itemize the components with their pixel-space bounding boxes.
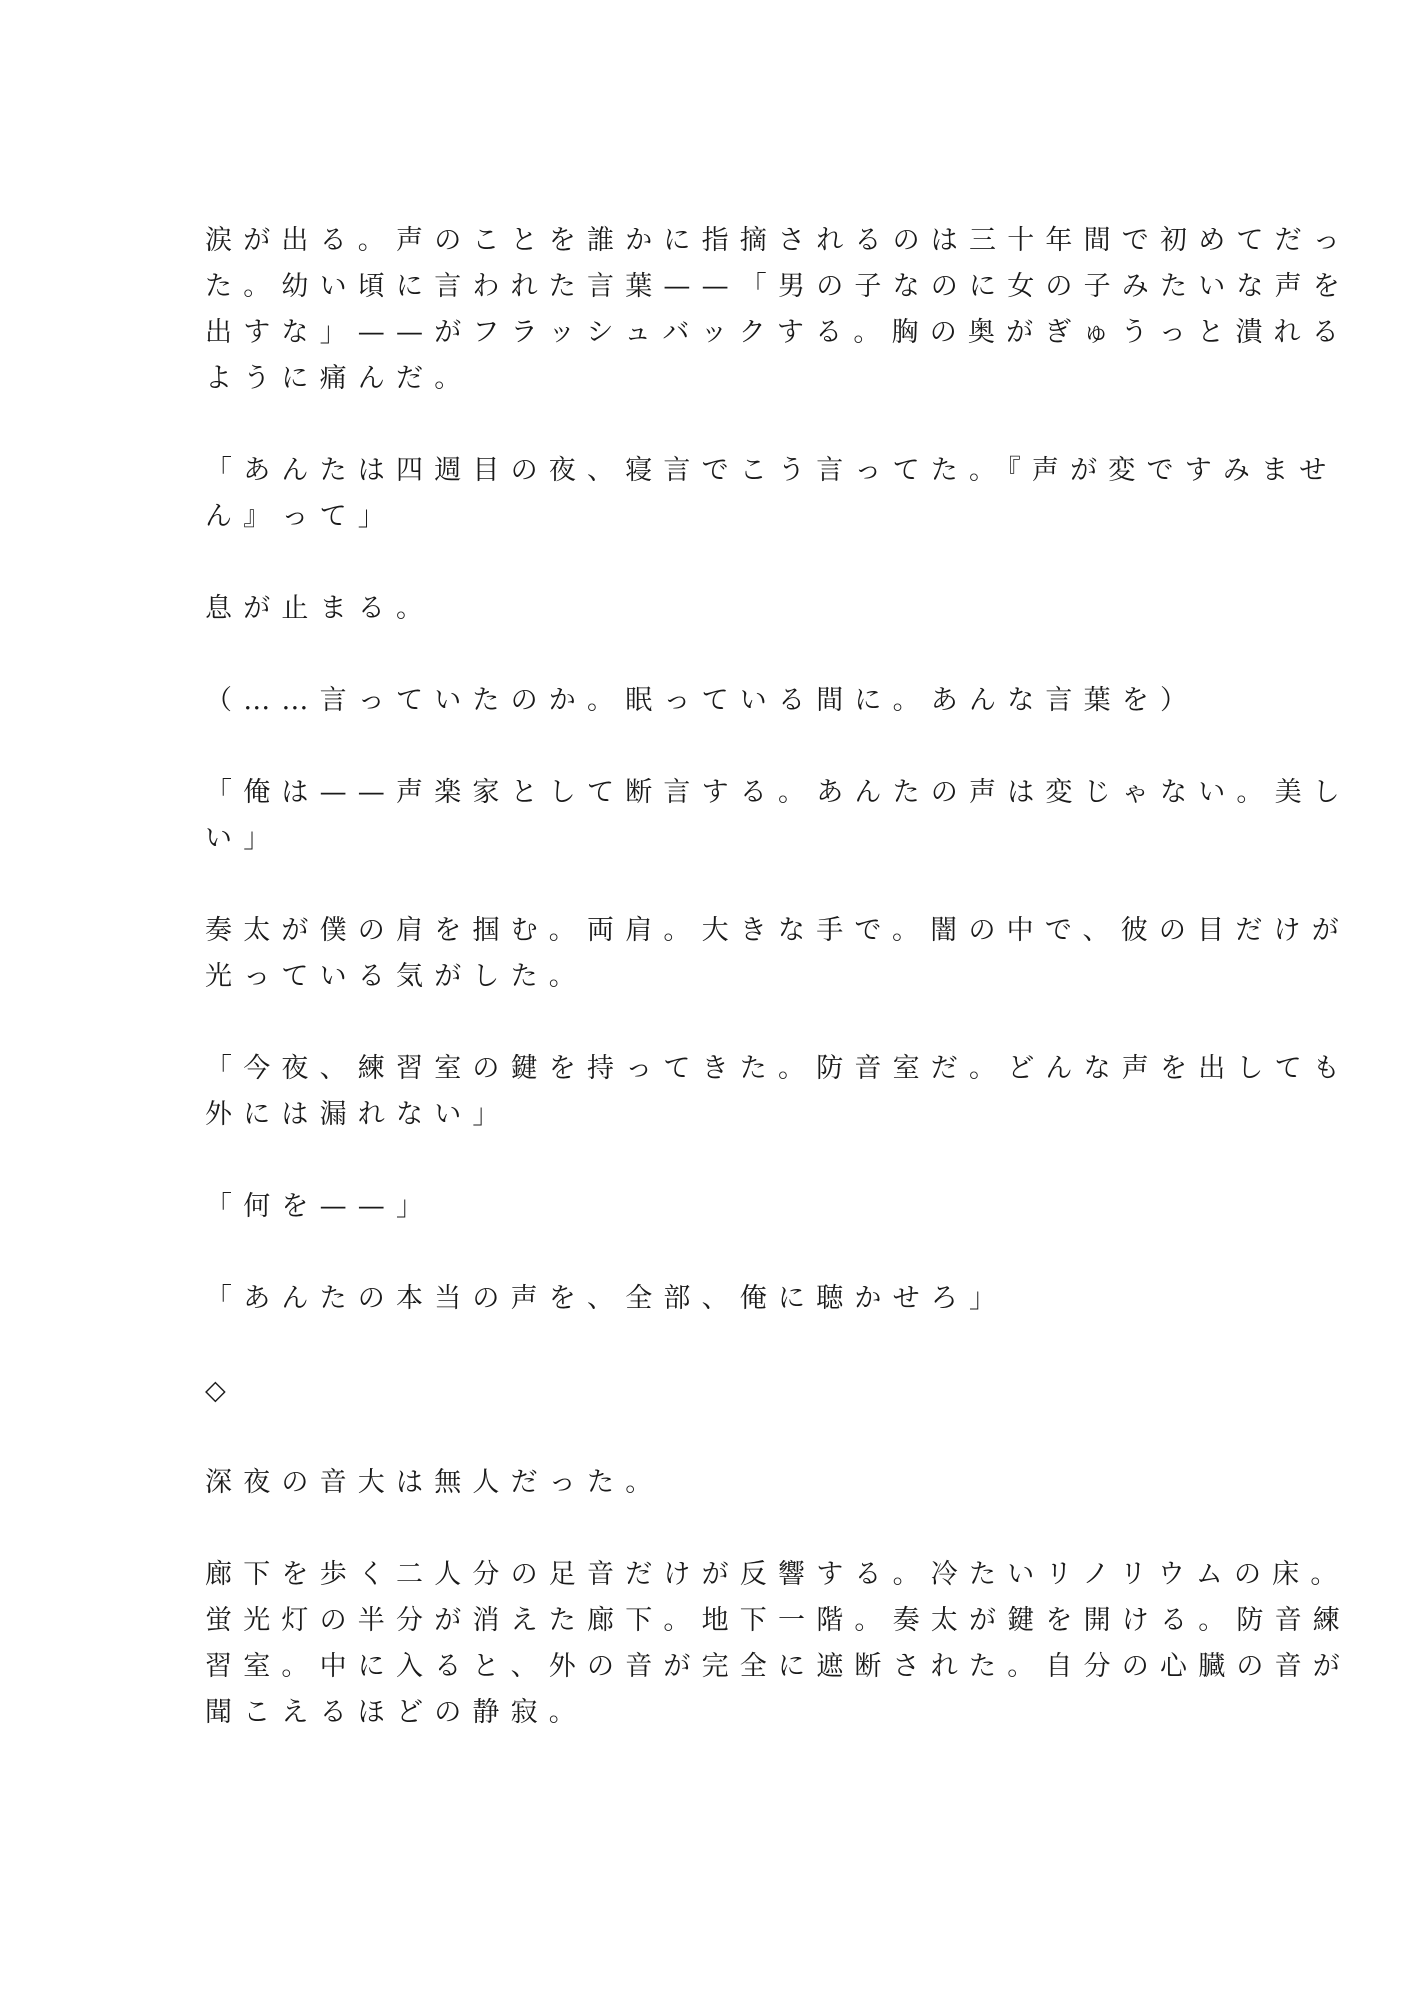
text-line: た。幼い頃に言われた言葉——「男の子なのに女の子みたいな声を	[205, 271, 1351, 302]
text-line: 「俺は——声楽家として断言する。あんたの声は変じゃない。美し	[205, 777, 1351, 808]
paragraph	[205, 1046, 1351, 1138]
text-line: （……言っていたのか。眠っている間に。あんな言葉を）	[205, 685, 1199, 716]
paragraph	[205, 1460, 1205, 1506]
text-line: 「あんたの本当の声を、全部、俺に聴かせろ」	[205, 1283, 1008, 1314]
paragraph	[205, 678, 1205, 724]
scene-break	[205, 1368, 1205, 1414]
text-line: ん』って」	[205, 501, 396, 532]
paragraph	[205, 448, 1338, 540]
scene-break-diamond: ◇	[205, 1375, 237, 1406]
text-line: 蛍光灯の半分が消えた廊下。地下一階。奏太が鍵を開ける。防音練	[205, 1605, 1351, 1636]
text-line: 深夜の音大は無人だった。	[205, 1467, 664, 1498]
paragraph	[205, 1552, 1351, 1736]
text-line: 奏太が僕の肩を掴む。両肩。大きな手で。闇の中で、彼の目だけが	[205, 915, 1350, 946]
paragraph	[205, 1276, 1205, 1322]
text-line: 廊下を歩く二人分の足音だけが反響する。冷たいリノリウムの床。	[205, 1559, 1349, 1590]
text-line: 「あんたは四週目の夜、寝言でこう言ってた。『声が変ですみませ	[205, 455, 1338, 486]
paragraph	[205, 770, 1351, 862]
paragraph	[205, 908, 1350, 1000]
text-line: 息が止まる。	[205, 593, 435, 624]
text-line: 習室。中に入ると、外の音が完全に遮断された。自分の心臓の音が	[205, 1651, 1351, 1682]
text-line: 「何を——」	[205, 1191, 435, 1222]
text-line: 光っている気がした。	[205, 961, 587, 992]
body-text	[205, 218, 1351, 1782]
paragraph	[205, 586, 1205, 632]
text-line: 出すな」——がフラッシュバックする。胸の奥がぎゅうっと潰れる	[205, 317, 1350, 348]
text-line: 聞こえるほどの静寂。	[205, 1697, 587, 1728]
paragraph	[205, 1184, 1205, 1230]
text-line: 外には漏れない」	[205, 1099, 511, 1130]
text-line: ように痛んだ。	[205, 363, 473, 394]
text-line: い」	[205, 823, 282, 854]
text-line: 涙が出る。声のことを誰かに指摘されるのは三十年間で初めてだっ	[205, 225, 1351, 256]
paragraph	[205, 218, 1351, 402]
text-line: 「今夜、練習室の鍵を持ってきた。防音室だ。どんな声を出しても	[205, 1053, 1351, 1084]
